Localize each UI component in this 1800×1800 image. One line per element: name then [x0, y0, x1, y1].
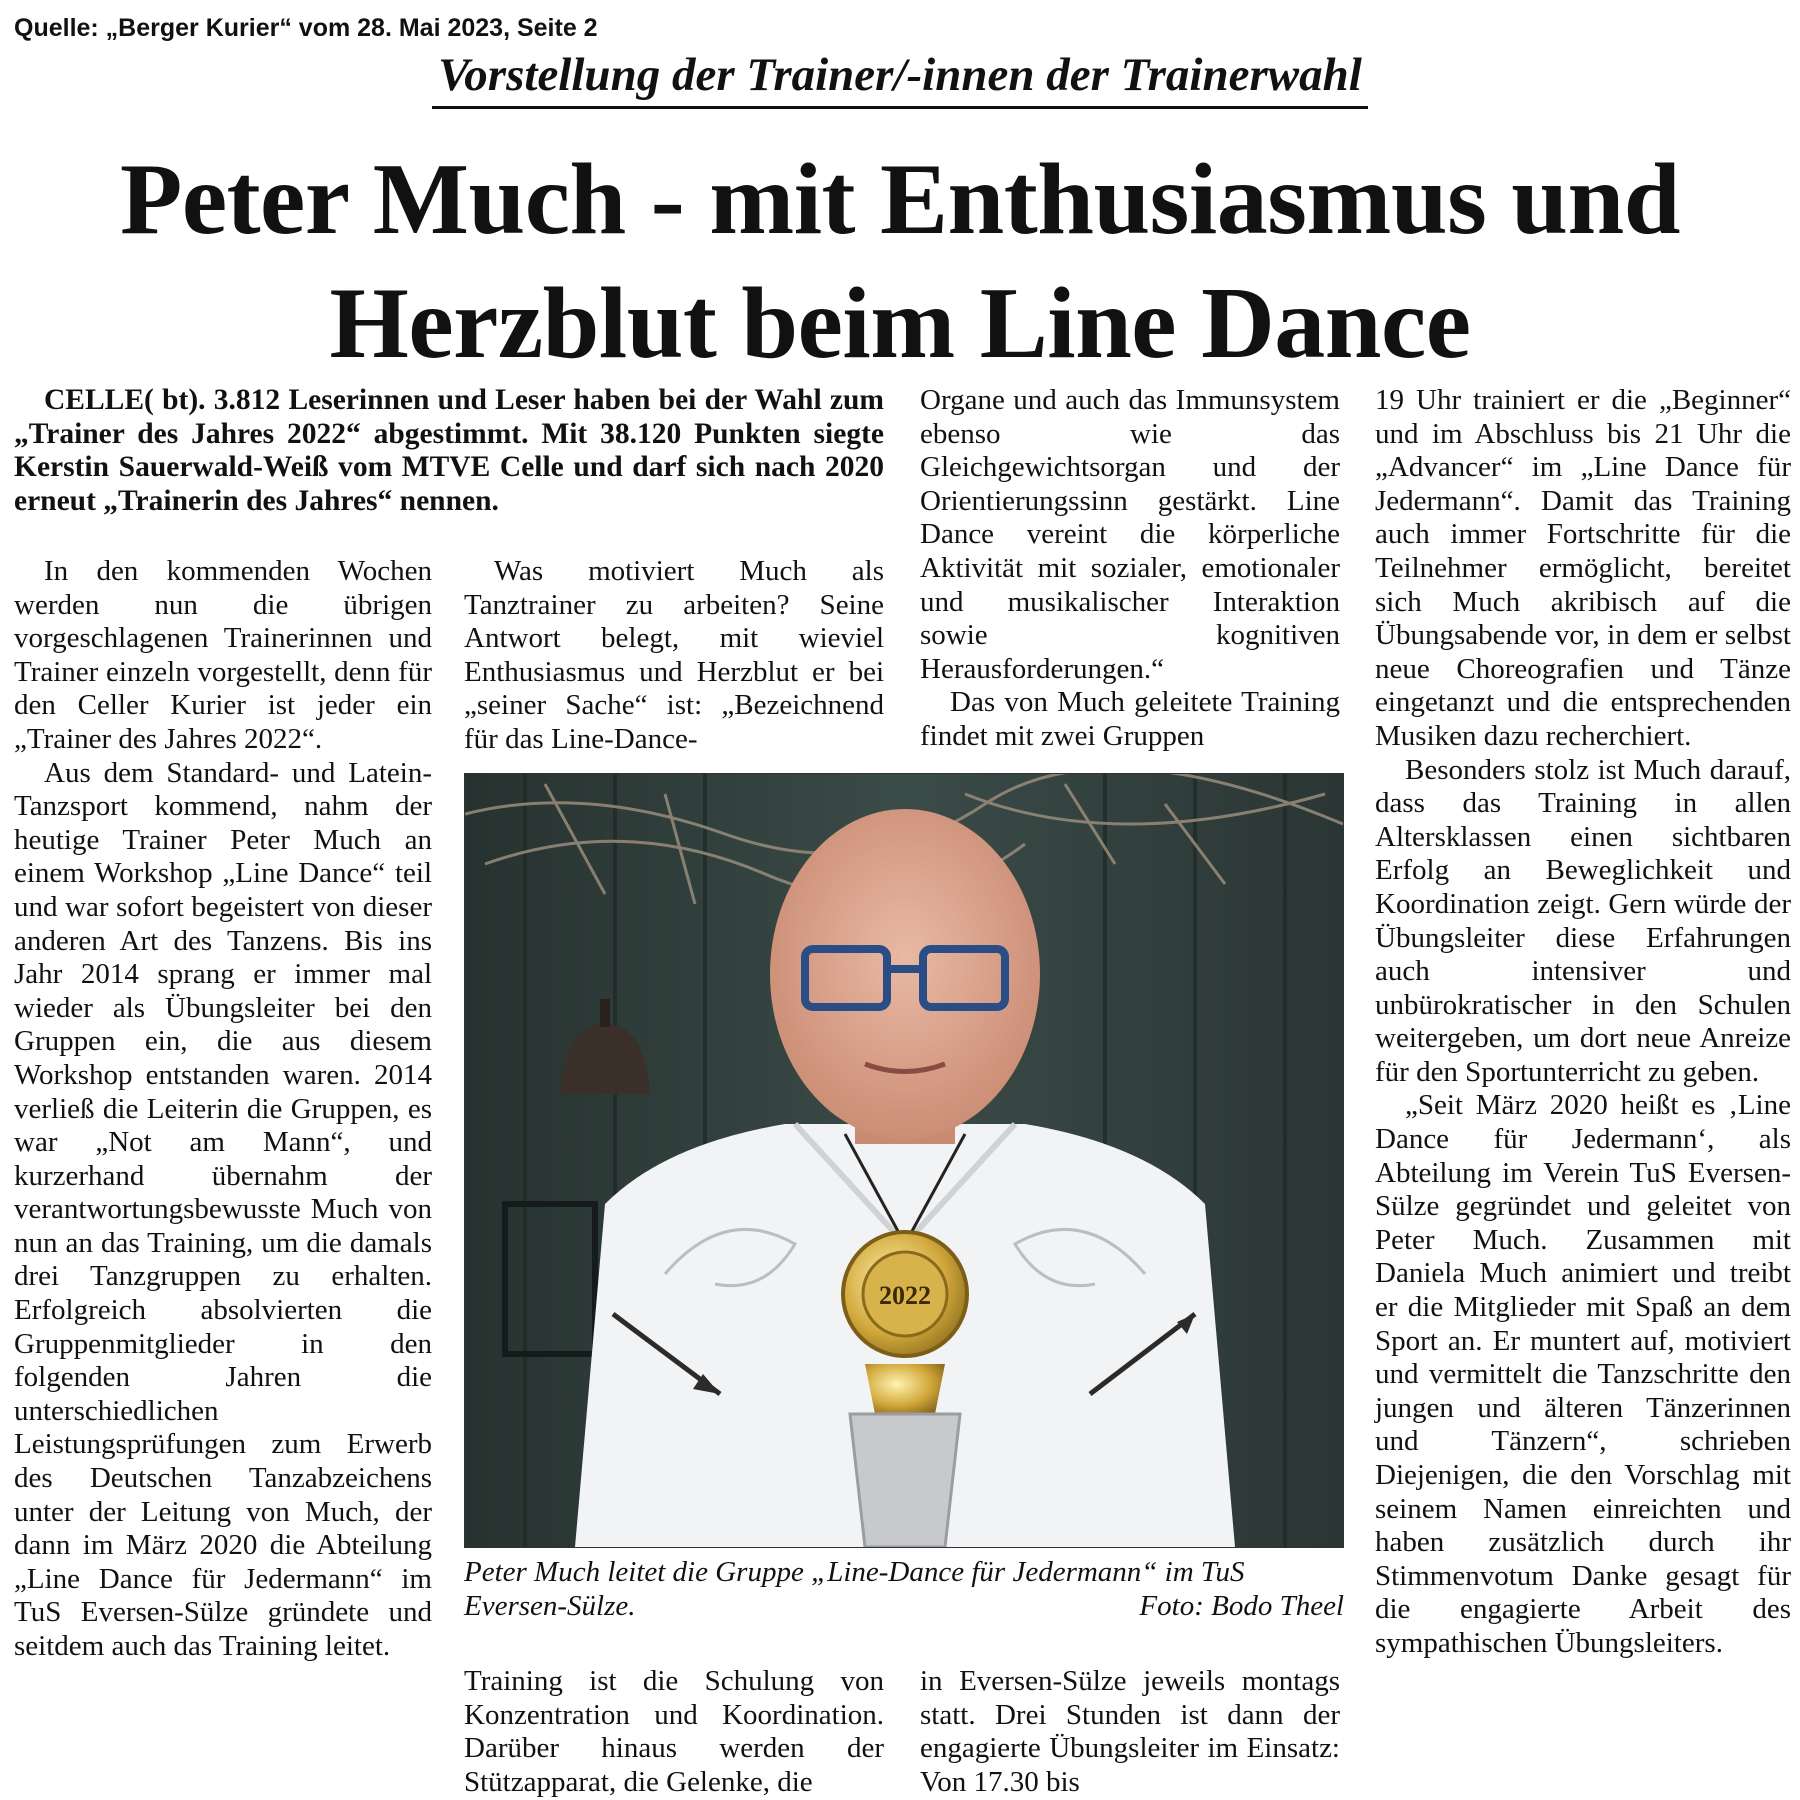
headline-line-2: Herzblut beim Line Dance — [329, 267, 1471, 380]
col3-top-paragraph-2: Das von Much geleitete Training findet mit zwei Gruppen — [920, 686, 1340, 752]
headline-line-1: Peter Much - mit Enthusiasmus und — [120, 143, 1680, 256]
headline — [0, 138, 1800, 386]
kicker — [0, 48, 1800, 109]
article-column-1 — [14, 555, 432, 1664]
portrait-illustration — [465, 774, 1343, 1547]
col2-top-paragraph-1: Was motiviert Much als Tanztrainer zu arbeiten? Seine Antwort belegt, mit wieviel Enthusiasmus und Herzblut er bei „seiner Sache“ ist: „Bezeichnend für das Line-Dance- — [464, 555, 884, 755]
col1-paragraph-1: In den kommenden Wochen werden nun die übrigen vorgeschlagenen Trainerinnen und Trainer einzeln vorgestellt, denn für den Celler Kurier ist jeder ein „Trainer des Jahres 2022“. — [14, 555, 432, 755]
article-column-4 — [1375, 384, 1791, 1661]
article-column-2-bottom — [464, 1665, 884, 1799]
trophy-label: 2022 — [879, 1281, 931, 1310]
col3-bottom-paragraph-1: in Eversen-Sülze jeweils montags statt. Drei Stunden ist dann der engagierte Übungsleiter im Einsatz: Von 17.30 bis — [920, 1665, 1340, 1798]
col1-paragraph-2: Aus dem Standard- und Latein-Tanzsport kommend, nahm der heutige Trainer Peter Much an einem Workshop „Line Dance“ teil und war sofort begeistert von dieser anderen Art des Tanzens. Bis ins Jahr 2014 sprang er immer mal wieder als Übungsleiter bei den Gruppen ein, die aus diesem Workshop entstanden waren. 2014 verließ die Leiterin die Gruppen, es war „Not am Mann“, und kurzerhand übernahm der verantwortungsbewusste Much von nun an das Training, um die damals drei Tanzgruppen zu erhalten. Erfolgreich absolvierten die Gruppenmitglieder in den folgenden Jahren die unterschiedlichen Leistungsprüfungen zum Erwerb des Deutschen Tanzabzeichens unter der Leitung von Much, der dann im März 2020 die Abteilung „Line Dance für Jedermann“ im TuS Eversen-Sülze gründete und seitdem auch das Training leitet. — [14, 756, 432, 1662]
photo-caption — [464, 1555, 1344, 1623]
article-column-2-top — [464, 555, 884, 757]
lead-text: CELLE( bt). 3.812 Leserinnen und Leser haben bei der Wahl zum „Trainer des Jahres 2022“ abgestimmt. Mit 38.120 Punkten siegte Kerstin Sauerwald-Weiß vom MTVE Celle und darf sich nach 2020 erneut „Trainerin des Jahres“ nennen. — [14, 384, 884, 517]
lead-paragraph — [14, 384, 884, 518]
article-column-3-top — [920, 384, 1340, 754]
col4-paragraph-3: „Seit März 2020 heißt es ‚Line Dance für Jedermann‘, als Abteilung im Verein TuS Eversen-Sülze gegründet und geleitet von Peter Much. Zusammen mit Daniela Much animiert und treibt er die Mitglieder mit Spaß an dem Sport an. Er muntert auf, motiviert und vermittelt die Tanzschritte den jungen und älteren Tänzerinnen und Tänzern“, schrieben Diejenigen, die den Vorschlag mit seinem Namen einreichten und haben zusätzlich durch ihr Stimmenvotum Danke gesagt für die engagierte Arbeit des sympathischen Übungsleiters. — [1375, 1089, 1791, 1659]
col4-paragraph-2: Besonders stolz ist Much darauf, dass das Training in allen Altersklassen einen sichtbaren Erfolg an Beweglichkeit und Koordination zeigt. Gern würde der Übungsleiter diese Erfahrungen auch intensiver und unbürokratischer in den Schulen weitergeben, um dort neue Anreize für den Sportunterricht zu geben. — [1375, 753, 1791, 1088]
photo-credit: Foto: Bodo Theel — [1139, 1590, 1344, 1622]
article-photo — [464, 773, 1344, 1548]
col2-bottom-paragraph-1: Training ist die Schulung von Konzentration und Koordination. Darüber hinaus werden der Stützapparat, die Gelenke, die — [464, 1665, 884, 1798]
caption-text: Peter Much leitet die Gruppe „Line-Dance für Jedermann“ im TuS Eversen-Sülze. — [464, 1556, 1245, 1622]
col3-top-paragraph-1: Organe und auch das Immunsystem ebenso wie das Gleichgewichtsorgan und der Orientierungssinn gestärkt. Line Dance vereint die körperliche Aktivität mit sozialer, emotionaler und musikalischer Interaktion sowie kognitiven Herausforderungen.“ — [920, 384, 1340, 685]
article-column-3-bottom — [920, 1665, 1340, 1799]
kicker-text: Vorstellung der Trainer/-innen der Trainerwahl — [432, 48, 1368, 109]
source-line: Quelle: „Berger Kurier“ vom 28. Mai 2023, Seite 2 — [14, 14, 598, 42]
col4-paragraph-1: 19 Uhr trainiert er die „Beginner“ und im Abschluss bis 21 Uhr die „Advancer“ im „Line Dance für Jedermann“. Damit das Training auch immer Fortschritte für die Teilnehmer ermöglicht, bereitet sich Much akribisch auf die Übungsabende vor, in dem er selbst neue Choreografien und Tänze eingetanzt und die entsprechenden Musiken dazu recherchiert. — [1375, 384, 1791, 752]
